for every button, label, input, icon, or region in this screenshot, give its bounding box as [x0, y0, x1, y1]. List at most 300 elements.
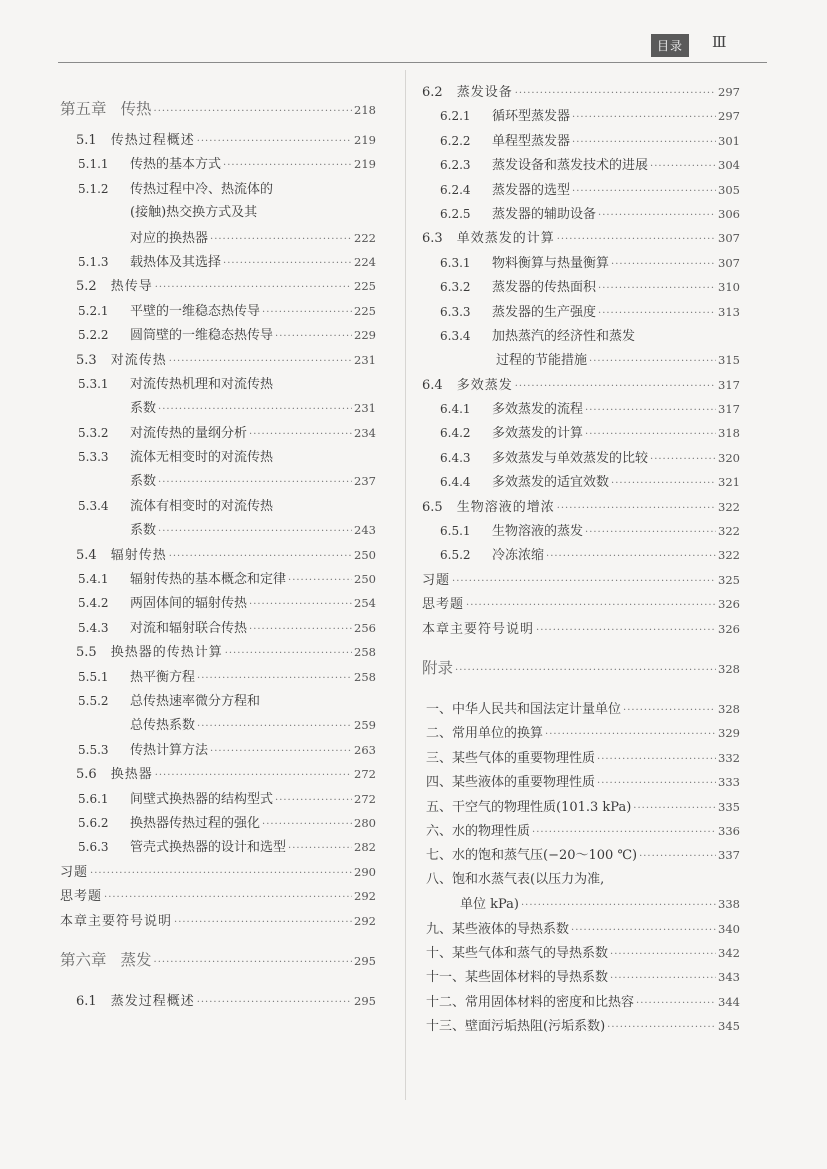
toc-entry[interactable] [422, 104, 740, 128]
leader-dots [158, 520, 352, 544]
leader-dots [521, 894, 716, 918]
leader-dots [262, 301, 352, 325]
toc-entry-number: 6.2 [422, 85, 443, 100]
toc-entry-title: 对流传热的量纲分析 [130, 425, 248, 441]
toc-entry-title: 多效蒸发的流程 [492, 402, 584, 418]
toc-entry[interactable] [422, 868, 740, 892]
toc-entry[interactable] [422, 446, 740, 470]
toc-entry[interactable] [60, 177, 376, 201]
leader-dots [262, 813, 352, 837]
toc-entry-title: 两固体间的辐射传热 [130, 596, 248, 612]
toc-entry-title: 本章主要符号说明 [422, 621, 535, 637]
toc-entry[interactable] [60, 494, 376, 518]
leader-dots [557, 497, 716, 521]
toc-entry[interactable] [60, 201, 376, 225]
toc-entry-title: 辐射传热 [110, 547, 167, 563]
toc-entry-page: 310 [718, 280, 740, 295]
toc-entry-number: 6.2.1 [440, 109, 471, 124]
toc-entry-title: 总传热系数 [130, 718, 196, 734]
leader-dots [623, 699, 716, 723]
toc-entry[interactable] [422, 819, 740, 843]
toc-entry[interactable] [60, 860, 376, 884]
toc-entry-page: 282 [354, 840, 376, 855]
toc-entry[interactable] [422, 917, 740, 941]
toc-entry[interactable] [422, 153, 740, 177]
leader-dots [572, 180, 716, 204]
toc-entry[interactable] [60, 445, 376, 469]
toc-entry-page: 329 [718, 726, 740, 741]
toc-entry-title: 对流传热 [110, 352, 167, 368]
toc-entry-number: 6.5 [422, 499, 443, 515]
toc-entry-title: 多效蒸发的适宜效数 [492, 475, 610, 491]
leader-dots [223, 154, 352, 178]
header-page-number: Ⅲ [712, 33, 727, 51]
toc-entry-title: 单程型蒸发器 [492, 133, 571, 149]
leader-dots [455, 652, 716, 690]
toc-entry-title: 系数 [130, 523, 157, 539]
toc-entry-title: 生物溶液的增浓 [456, 499, 555, 515]
toc-entry-title: 传热的基本方式 [130, 157, 222, 173]
toc-entry-title: 换热器传热过程的强化 [130, 815, 261, 831]
toc-entry-page: 258 [354, 669, 376, 684]
toc-entry[interactable] [422, 129, 740, 153]
toc-entry-number: 5.2.1 [78, 303, 109, 318]
toc-entry-title: 三、某些气体的重要物理性质 [426, 750, 596, 766]
toc-entry-title: 载热体及其选择 [130, 254, 222, 270]
toc-entry[interactable] [60, 90, 376, 128]
toc-entry[interactable] [60, 396, 376, 420]
toc-entry-title: 蒸发器的辅助设备 [492, 206, 597, 222]
toc-entry-page: 231 [354, 352, 376, 367]
toc-entry-page: 317 [718, 377, 740, 392]
toc-entry-page: 272 [354, 791, 376, 806]
toc-entry-number: 6.2.3 [440, 158, 471, 173]
toc-entry[interactable] [422, 226, 740, 250]
leader-dots [611, 253, 716, 277]
toc-entry[interactable] [60, 469, 376, 493]
toc-entry[interactable] [422, 592, 740, 616]
toc-entry-title: 十、某些气体和蒸气的导热系数 [426, 945, 609, 961]
toc-entry-page: 343 [718, 970, 740, 985]
toc-entry-title: 六、水的物理性质 [426, 823, 531, 839]
toc-entry-page: 222 [354, 230, 376, 245]
toc-entry[interactable] [422, 965, 740, 989]
toc-entry-page: 326 [718, 621, 740, 636]
toc-entry[interactable] [422, 746, 740, 770]
leader-dots [546, 545, 716, 569]
leader-dots [275, 325, 352, 349]
toc-entry[interactable] [60, 323, 376, 347]
toc-entry-title: 圆筒壁的一维稳态热传导 [130, 328, 274, 344]
toc-entry-title: 间壁式换热器的结构型式 [130, 791, 274, 807]
leader-dots [452, 570, 716, 594]
toc-entry-page: 307 [718, 255, 740, 270]
toc-entry-number: 5.3 [76, 352, 97, 368]
leader-dots [598, 204, 716, 228]
toc-entry-number: 6.4.1 [440, 402, 471, 417]
toc-entry[interactable] [60, 665, 376, 689]
toc-entry[interactable] [60, 372, 376, 396]
toc-entry-page: 322 [718, 499, 740, 514]
toc-entry-number: 5.5.3 [78, 742, 109, 757]
toc-entry[interactable] [60, 152, 376, 176]
toc-entry-title: 单位 kPa) [460, 897, 519, 913]
toc-entry[interactable] [422, 373, 740, 397]
toc-entry-title: 辐射传热的基本概念和定律 [130, 572, 287, 588]
toc-entry-title: 蒸发设备 [456, 85, 513, 100]
toc-entry-title: 蒸发器的生产强度 [492, 304, 597, 320]
toc-entry-title: 换热器的传热计算 [110, 645, 223, 661]
toc-entry[interactable] [60, 348, 376, 372]
toc-entry-title: 传热过程概述 [110, 133, 195, 148]
toc-entry-title: 蒸发设备和蒸发技术的进展 [492, 158, 649, 174]
leader-dots [197, 715, 352, 739]
page-header [0, 0, 827, 64]
leader-dots [611, 472, 716, 496]
toc-entry[interactable] [422, 300, 740, 324]
toc-entry-title: 对应的换热器 [130, 230, 209, 246]
toc-entry-number: 第五章 [60, 100, 107, 118]
toc-entry-page: 224 [354, 254, 376, 269]
toc-entry-page: 254 [354, 596, 376, 611]
leader-dots [610, 943, 716, 967]
leader-dots [585, 521, 716, 545]
toc-entry-title: 本章主要符号说明 [60, 913, 173, 929]
leader-dots [225, 642, 352, 666]
column-divider [405, 70, 406, 1100]
toc-entry-title: 一、中华人民共和国法定计量单位 [426, 701, 622, 717]
toc-entry[interactable] [422, 721, 740, 745]
toc-entry-number: 6.2.4 [440, 182, 471, 197]
toc-entry-page: 231 [354, 401, 376, 416]
toc-entry-page: 322 [718, 524, 740, 539]
toc-entry-number: 6.3.3 [440, 304, 471, 319]
leader-dots [557, 228, 716, 252]
toc-entry-title: 传热过程中冷、热流体的 [130, 181, 274, 197]
toc-entry-title: 十三、壁面污垢热阻(污垢系数) [426, 1019, 606, 1035]
toc-entry-title: 思考题 [60, 889, 103, 905]
toc-entry-title: 蒸发过程概述 [110, 993, 195, 1009]
toc-entry-title: 系数 [130, 401, 157, 417]
toc-entry-page: 305 [718, 182, 740, 197]
toc-entry-title: 换热器 [110, 767, 153, 783]
toc-entry-page: 326 [718, 597, 740, 612]
toc-entry-number: 6.3.1 [440, 255, 471, 270]
leader-dots [607, 1016, 716, 1040]
toc-entry-page: 219 [354, 133, 376, 147]
leader-dots [169, 350, 352, 374]
toc-entry-page: 263 [354, 742, 376, 757]
leader-dots [639, 845, 716, 869]
toc-entry-number: 6.3.2 [440, 280, 471, 295]
leader-dots [174, 911, 352, 935]
leader-dots [636, 992, 716, 1016]
toc-entry[interactable] [422, 543, 740, 567]
toc-entry-number: 5.3.1 [78, 376, 109, 391]
toc-entry[interactable] [60, 787, 376, 811]
toc-entry[interactable] [422, 202, 740, 226]
toc-left-column [60, 80, 376, 1013]
leader-dots [545, 723, 716, 747]
toc-entry-title: 七、水的饱和蒸气压(−20～100 ℃) [426, 848, 638, 864]
toc-entry-title: 习题 [422, 572, 451, 588]
toc-entry-title: 思考题 [422, 597, 465, 613]
toc-entry-title: 蒸发 [120, 950, 152, 969]
toc-entry[interactable] [60, 226, 376, 250]
toc-entry-page: 295 [354, 993, 376, 1008]
leader-dots [466, 594, 716, 618]
leader-dots [515, 375, 716, 399]
toc-entry-page: 336 [718, 823, 740, 838]
toc-entry[interactable] [422, 178, 740, 202]
toc-entry[interactable] [422, 1014, 740, 1038]
toc-entry[interactable] [422, 348, 740, 372]
toc-entry-number: 5.6.3 [78, 840, 109, 855]
toc-entry-title: 蒸发器的选型 [492, 182, 571, 198]
toc-entry-title: 流体无相变时的对流传热 [130, 450, 274, 466]
toc-entry[interactable] [422, 892, 740, 916]
toc-entry-page: 292 [354, 913, 376, 928]
toc-entry-page: 345 [718, 1019, 740, 1034]
toc-entry-title: 单效蒸发的计算 [456, 231, 555, 247]
toc-entry-title: 二、常用单位的换算 [426, 726, 544, 742]
toc-entry-page: 225 [354, 303, 376, 318]
toc-entry[interactable] [422, 697, 740, 721]
toc-entry-title: 总传热速率微分方程和 [130, 693, 261, 709]
toc-entry-number: 6.2.5 [440, 206, 471, 221]
toc-entry-page: 328 [718, 701, 740, 716]
toc-entry[interactable] [60, 591, 376, 615]
leader-dots [598, 277, 716, 301]
toc-entry-title: 生物溶液的蒸发 [492, 524, 584, 540]
leader-dots [633, 797, 716, 821]
toc-entry[interactable] [60, 989, 376, 1013]
leader-dots [598, 302, 716, 326]
leader-dots [589, 350, 716, 374]
leader-dots [536, 619, 716, 643]
toc-entry-number: 6.5.2 [440, 548, 471, 563]
toc-entry-page: 306 [718, 206, 740, 221]
toc-entry-page: 237 [354, 474, 376, 489]
header-section-label: 目录 [651, 34, 689, 57]
toc-entry-page: 243 [354, 523, 376, 538]
toc-entry-number: 6.4 [422, 377, 443, 393]
leader-dots [597, 748, 716, 772]
leader-dots [154, 93, 353, 131]
toc-entry[interactable] [422, 470, 740, 494]
toc-entry[interactable] [60, 884, 376, 908]
toc-entry-title: 蒸发器的传热面积 [492, 280, 597, 296]
toc-entry-title: 对流和辐射联合传热 [130, 620, 248, 636]
toc-entry[interactable] [422, 397, 740, 421]
toc-entry[interactable] [60, 640, 376, 664]
toc-entry-page: 321 [718, 475, 740, 490]
leader-dots [155, 276, 352, 300]
toc-entry[interactable] [60, 738, 376, 762]
toc-entry-page: 315 [718, 353, 740, 368]
leader-dots [158, 398, 352, 422]
toc-entry[interactable] [60, 762, 376, 786]
toc-entry[interactable] [60, 518, 376, 542]
toc-entry-number: 5.4.2 [78, 596, 109, 611]
leader-dots [288, 837, 352, 861]
toc-entry-title: 多效蒸发的计算 [492, 426, 584, 442]
toc-entry-number: 5.4 [76, 547, 97, 563]
toc-entry[interactable] [60, 250, 376, 274]
toc-entry-page: 297 [718, 85, 740, 99]
toc-entry-page: 313 [718, 304, 740, 319]
toc-entry-title: 平壁的一维稳态热传导 [130, 303, 261, 319]
toc-entry[interactable] [60, 543, 376, 567]
toc-entry[interactable] [60, 128, 376, 152]
toc-entry[interactable] [60, 274, 376, 298]
toc-entry[interactable] [422, 421, 740, 445]
toc-entry-title: (接触)热交换方式及其 [130, 205, 258, 221]
toc-entry-title: 多效蒸发与单效蒸发的比较 [492, 450, 649, 466]
toc-entry-number: 5.3.2 [78, 425, 109, 440]
toc-entry-title: 加热蒸汽的经济性和蒸发 [492, 328, 636, 344]
toc-entry-title: 传热计算方法 [130, 742, 209, 758]
toc-entry[interactable] [422, 941, 740, 965]
toc-entry-number: 5.6.2 [78, 815, 109, 830]
toc-entry-title: 热平衡方程 [130, 669, 196, 685]
leader-dots [532, 821, 716, 845]
toc-entry-title: 热传导 [110, 279, 153, 295]
toc-entry-title: 附录 [422, 658, 454, 677]
toc-entry-number: 5.5.2 [78, 693, 109, 708]
toc-entry-page: 337 [718, 848, 740, 863]
toc-entry-number: 5.1.3 [78, 254, 109, 269]
toc-entry-title: 习题 [60, 864, 89, 880]
toc-entry-number: 6.3 [422, 231, 443, 247]
toc-entry-page: 250 [354, 572, 376, 587]
leader-dots [288, 569, 352, 593]
toc-entry-page: 322 [718, 548, 740, 563]
leader-dots [585, 399, 716, 423]
toc-entry[interactable] [60, 909, 376, 933]
toc-entry[interactable] [422, 649, 740, 687]
toc-entry-page: 328 [718, 661, 740, 676]
leader-dots [155, 764, 352, 788]
leader-dots [249, 593, 352, 617]
toc-entry[interactable] [60, 835, 376, 859]
toc-entry[interactable] [60, 811, 376, 835]
toc-entry[interactable] [422, 770, 740, 794]
toc-entry-page: 332 [718, 750, 740, 765]
toc-entry-number: 6.4.2 [440, 426, 471, 441]
leader-dots [597, 772, 716, 796]
toc-entry-page: 338 [718, 897, 740, 912]
toc-entry-number: 5.5.1 [78, 669, 109, 684]
toc-entry-number: 5.5 [76, 645, 97, 661]
toc-entry-page: 259 [354, 718, 376, 733]
toc-entry-title: 系数 [130, 474, 157, 490]
toc-entry[interactable] [422, 251, 740, 275]
toc-entry-page: 318 [718, 426, 740, 441]
toc-entry[interactable] [60, 421, 376, 445]
toc-entry-page: 301 [718, 133, 740, 148]
toc-entry-page: 307 [718, 231, 740, 246]
toc-entry-title: 流体有相变时的对流传热 [130, 498, 274, 514]
toc-entry[interactable] [422, 275, 740, 299]
toc-entry-page: 292 [354, 889, 376, 904]
leader-dots [515, 82, 716, 106]
toc-entry-page: 258 [354, 645, 376, 660]
toc-entry-number: 5.6.1 [78, 791, 109, 806]
leader-dots [650, 448, 716, 472]
toc-entry-page: 225 [354, 279, 376, 294]
leader-dots [275, 789, 352, 813]
toc-entry[interactable] [60, 941, 376, 979]
toc-entry-number: 第六章 [60, 950, 107, 969]
toc-entry-number: 5.1 [76, 133, 97, 148]
toc-entry[interactable] [422, 568, 740, 592]
toc-entry[interactable] [422, 495, 740, 519]
leader-dots [158, 471, 352, 495]
toc-entry-number: 6.1 [76, 993, 97, 1009]
toc-entry-title: 十一、某些固体材料的导热系数 [426, 970, 609, 986]
toc-entry-page: 333 [718, 775, 740, 790]
toc-entry-title: 多效蒸发 [456, 377, 513, 393]
toc-entry-page: 272 [354, 767, 376, 782]
toc-entry-title: 五、干空气的物理性质(101.3 kPa) [426, 799, 632, 815]
toc-entry-title: 管壳式换热器的设计和选型 [130, 840, 287, 856]
toc-entry[interactable] [422, 324, 740, 348]
toc-entry[interactable] [422, 795, 740, 819]
leader-dots [571, 919, 716, 943]
toc-entry[interactable] [60, 616, 376, 640]
leader-dots [197, 130, 352, 154]
toc-entry-number: 6.3.4 [440, 328, 471, 343]
toc-entry-page: 218 [354, 103, 376, 117]
leader-dots [572, 131, 716, 155]
leader-dots [210, 228, 352, 252]
toc-entry[interactable] [60, 689, 376, 713]
toc-entry-number: 5.1.1 [78, 157, 109, 172]
leader-dots [223, 252, 352, 276]
toc-entry[interactable] [422, 80, 740, 104]
leader-dots [610, 967, 716, 991]
toc-entry[interactable] [422, 990, 740, 1014]
leader-dots [572, 106, 716, 130]
toc-entry-title: 十二、常用固体材料的密度和比热容 [426, 994, 635, 1010]
toc-entry-number: 6.5.1 [440, 524, 471, 539]
leader-dots [154, 944, 353, 982]
header-rule [58, 62, 767, 63]
leader-dots [249, 423, 352, 447]
toc-entry[interactable] [60, 299, 376, 323]
toc-entry-page: 342 [718, 945, 740, 960]
toc-entry-number: 6.4.3 [440, 450, 471, 465]
toc-entry[interactable] [422, 617, 740, 641]
toc-entry[interactable] [422, 519, 740, 543]
toc-entry-page: 317 [718, 402, 740, 417]
toc-right-column [422, 80, 740, 1038]
toc-entry-title: 对流传热机理和对流传热 [130, 376, 274, 392]
leader-dots [169, 545, 352, 569]
toc-entry-number: 5.6 [76, 767, 97, 783]
toc-entry[interactable] [60, 713, 376, 737]
leader-dots [210, 740, 352, 764]
toc-entry-page: 290 [354, 864, 376, 879]
toc-entry-page: 234 [354, 425, 376, 440]
toc-entry[interactable] [422, 843, 740, 867]
toc-entry-title: 四、某些液体的重要物理性质 [426, 775, 596, 791]
leader-dots [585, 423, 716, 447]
toc-entry-page: 219 [354, 157, 376, 172]
toc-entry[interactable] [60, 567, 376, 591]
toc-entry-page: 250 [354, 547, 376, 562]
